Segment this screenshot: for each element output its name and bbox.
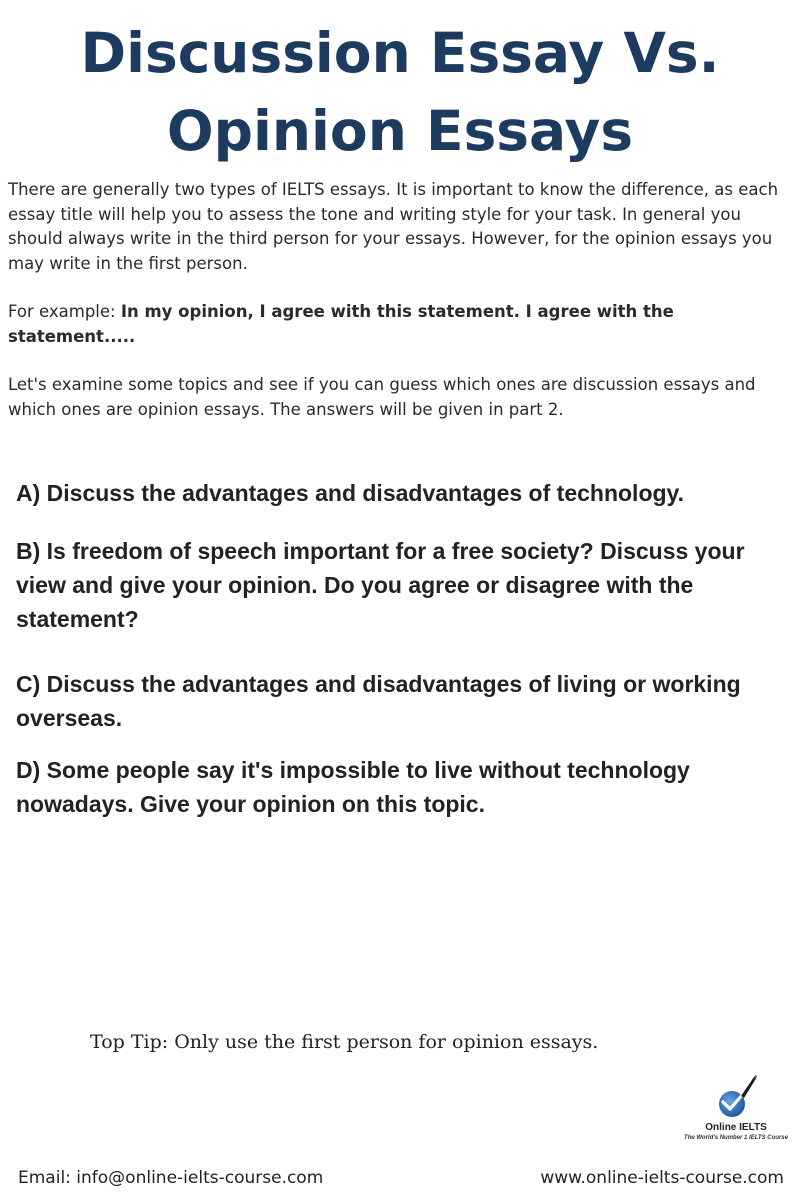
paragraph-gap: [8, 349, 794, 373]
example-paragraph: [8, 300, 794, 349]
intro-section: [8, 178, 794, 422]
topic-item-b: B) Is freedom of speech important for a free society? Discuss your view and give your opinion. Do you agree or disagree with the statement?: [16, 538, 745, 632]
globe-checkmark-pen-icon: [714, 1074, 758, 1120]
top-tip: Top Tip: Only use the first person for opinion essays.: [90, 1031, 599, 1053]
example-text: In my opinion, I agree with this statement. I agree with the statement.....: [8, 302, 674, 346]
examine-paragraph: Let's examine some topics and see if you can guess which ones are discussion essays and which ones are opinion essays. The answers will be given in part 2.: [8, 375, 756, 419]
logo-tagline: The World's Number 1 IELTS Course: [684, 1135, 788, 1141]
footer-email: Email: info@online-ielts-course.com: [18, 1168, 324, 1188]
topic-item-d: D) Some people say it's impossible to live without technology nowadays. Give your opinion on this topic.: [16, 757, 690, 817]
topic-item-a: A) Discuss the advantages and disadvantages of technology.: [16, 480, 685, 506]
title-line-2: Opinion Essays: [166, 99, 634, 163]
paragraph-gap: [8, 276, 794, 300]
intro-paragraph: There are generally two types of IELTS essays. It is important to know the difference, as each essay title will help you to assess the tone and writing style for your task. In general you should always write in the third person for your essays. However, for the opinion essays you may write in the first person.: [8, 180, 779, 273]
example-label: For example:: [8, 302, 121, 321]
topic-item-c: C) Discuss the advantages and disadvantages of living or working overseas.: [16, 671, 741, 731]
page-title: [0, 14, 800, 170]
footer-website: www.online-ielts-course.com: [540, 1168, 784, 1188]
online-ielts-logo: [678, 1074, 794, 1154]
logo-name: Online IELTS: [705, 1122, 767, 1133]
title-line-1: Discussion Essay Vs.: [80, 21, 720, 85]
